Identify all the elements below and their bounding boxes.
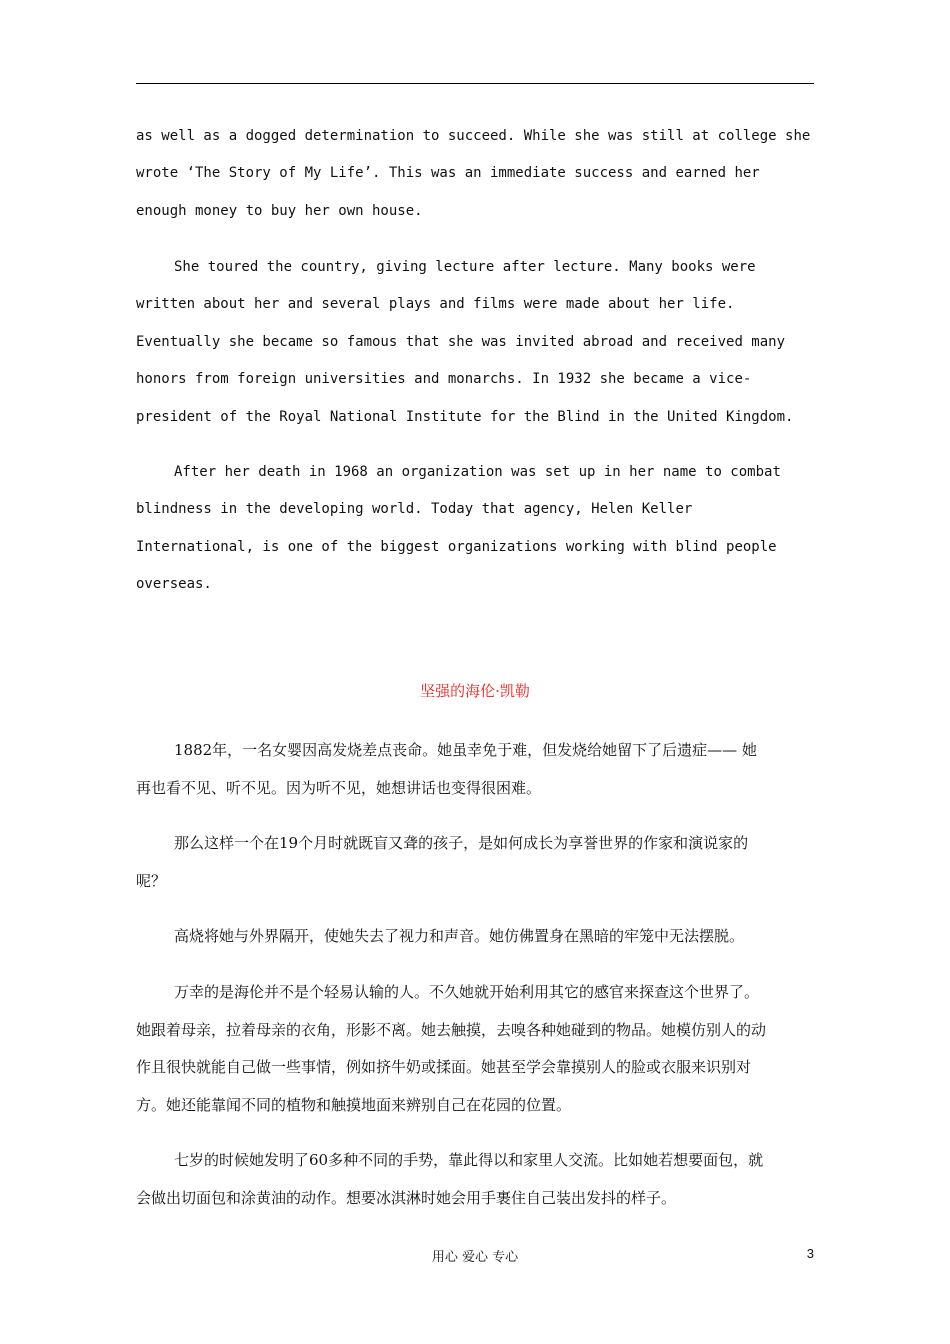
text-line: wrote ‘The Story of My Life’. This was an immediate success and earned her <box>136 165 760 182</box>
chinese-paragraph-1 <box>136 732 816 807</box>
chinese-paragraph-5 <box>136 1142 816 1217</box>
text-line: written about her and several plays and films were made about her life. <box>136 296 735 313</box>
text-line: 再也看不见、听不见。因为听不见，她想讲话也变得很困难。 <box>136 778 542 797</box>
text-line: 高烧将她与外界隔开，使她失去了视力和声音。她仿佛置身在黑暗的牢笼中无法摆脱。 <box>174 927 745 945</box>
page-number: 3 <box>806 1246 814 1261</box>
text-line: 作且很快就能自己做一些事情，例如挤牛奶或揉面。她甚至学会靠摸别人的脸或衣服来识别对 <box>136 1058 752 1076</box>
english-paragraph-2 <box>136 249 816 436</box>
chinese-paragraph-3 <box>136 918 816 956</box>
text-line: After her death in 1968 an organization was set up in her name to combat <box>174 464 781 480</box>
text-line: 呢？ <box>136 871 167 890</box>
chinese-paragraph-4 <box>136 974 816 1124</box>
text-line: 她跟着母亲，拉着母亲的衣角，形影不离。她去触摸，去嗅各种她碰到的物品。她模仿别人的动 <box>136 1020 767 1039</box>
footer-slogan: 用心 爱心 专心 <box>431 1250 519 1265</box>
chinese-paragraph-2 <box>136 825 816 900</box>
text-line: 那么这样一个在19个月时就既盲又聋的孩子，是如何成长为享誉世界的作家和演说家的 <box>174 834 749 852</box>
text-line: president of the Royal National Institute for the Blind in the United Kingdom. <box>136 408 794 425</box>
text-line: enough money to buy her own house. <box>136 202 423 219</box>
text-line: 万幸的是海伦并不是个轻易认输的人。不久她就开始利用其它的感官来探查这个世界了。 <box>174 983 760 1001</box>
text-line: blindness in the developing world. Today that agency, Helen Keller <box>136 501 693 518</box>
text-line: 会做出切面包和涂黄油的动作。想要冰淇淋时她会用手裹住自己装出发抖的样子。 <box>136 1188 677 1207</box>
header-rule <box>136 83 814 84</box>
text-line: Eventually she became so famous that she was invited abroad and received many <box>136 333 786 350</box>
text-line: overseas. <box>136 576 212 593</box>
chinese-title: 坚强的海伦·凯勒 <box>420 682 530 700</box>
text-line: 方。她还能靠闻不同的植物和触摸地面来辨别自己在花园的位置。 <box>136 1095 572 1114</box>
english-paragraph-1 <box>136 118 816 230</box>
text-line: honors from foreign universities and monarchs. In 1932 she became a vice- <box>136 371 752 388</box>
text-line: as well as a dogged determination to succeed. While she was still at college she <box>136 128 811 144</box>
text-line: She toured the country, giving lecture after lecture. Many books were <box>174 259 756 275</box>
text-line: International, is one of the biggest organizations working with blind people <box>136 538 777 555</box>
text-line: 七岁的时候她发明了60多种不同的手势，靠此得以和家里人交流。比如她若想要面包，就 <box>174 1151 764 1169</box>
text-line: 1882年，一名女婴因高发烧差点丧命。她虽幸免于难，但发烧给她留下了后遗症—— 她 <box>174 741 757 759</box>
english-paragraph-3 <box>136 454 816 604</box>
